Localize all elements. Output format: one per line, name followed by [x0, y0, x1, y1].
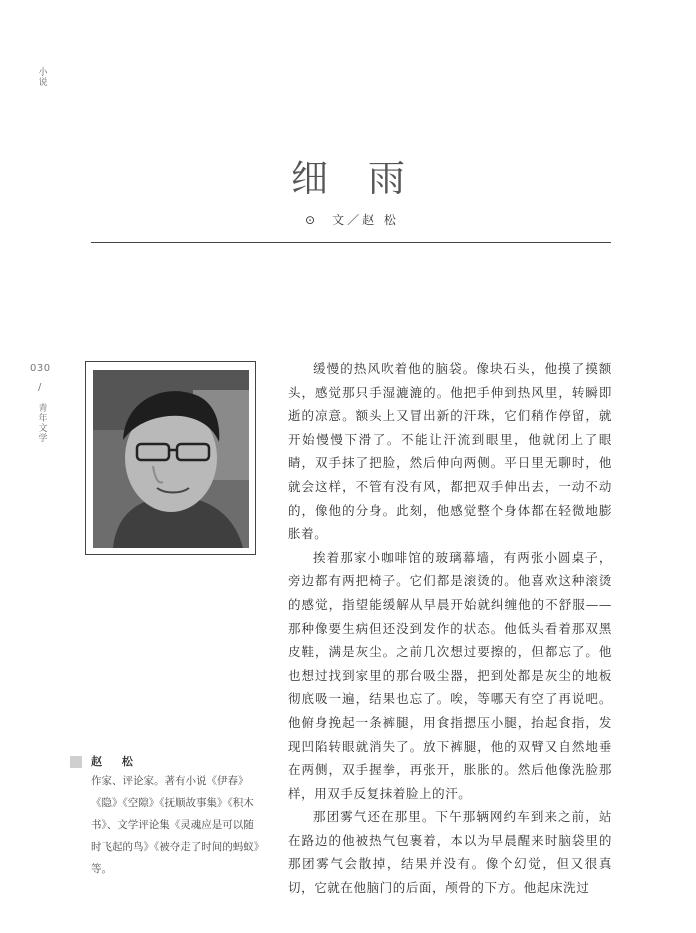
margin-separator: / — [38, 382, 42, 393]
article-title: 细雨 — [291, 157, 445, 200]
title-divider — [91, 242, 611, 243]
body-paragraph: 那团雾气还在那里。下午那辆网约车到来之前，站在路边的他被热气包裹着，本以为早晨醒来时脑袋里的那团雾气会散掉，结果并没有。像个幻觉，但又很真切，它就在他脑门的后面，颅骨的下方。他起床洗过 — [288, 809, 612, 896]
body-paragraph: 挨着那家小咖啡馆的玻璃幕墙，有两张小圆桌子，旁边都有两把椅子。它们都是滚烫的。他喜欢这种滚烫的感觉，指望能缓解从早晨开始就纠缠他的不舒服——那种像要生病但还没到发作的状态。他低头看着那双黑皮鞋，满是灰尘。之前几次想过要擦的，但都忘了。他也想过找到家里的那台吸尘器，把到处都是灰尘的地板彻底吸一遍，结果也忘了。唉，等哪天有空了再说吧。他俯身挽起一条裤腿，用食指摁压小腿，抬起食指，发现凹陷转眼就消失了。放下裤腿，他的双臂又自然地垂在两侧，双手握拳，再张开，胀胀的。然后他像洗脸那样，用双手反复抹着脸上的汗。 — [288, 549, 612, 801]
page-number: 030 — [30, 363, 51, 374]
author-bio: 作家、评论家。著有小说《伊春》《隐》《空隙》《抚顺故事集》《积木书》、文学评论集《灵魂应是可以随时飞起的鸟》《被夺走了时间的蚂蚁》等。 — [91, 775, 259, 875]
body-paragraph: 缓慢的热风吹着他的脑袋。像块石头，他摸了摸额头，感觉那只手湿漉漉的。他把手伸到热风里，转瞬即逝的凉意。额头上又冒出新的汗珠，它们稍作停留，就开始慢慢下滑了。不能让汗流到眼里，他就闭上了眼睛，双手抹了把脸，然后伸向两侧。平日里无聊时，他就会这样，不管有没有风，都把双手伸出去，一动不动的，像他的分身。此刻，他感觉整个身体都在轻微地膨胀着。 — [288, 361, 612, 542]
byline-mark-icon: ⊙ — [305, 213, 319, 227]
article-body — [288, 357, 612, 900]
section-label: 小说 — [38, 68, 48, 88]
author-photo-frame — [85, 361, 256, 555]
author-name: 赵 松 — [91, 755, 141, 768]
author-portrait-icon — [93, 370, 249, 548]
byline — [305, 211, 399, 228]
magazine-name: 青年文学 — [38, 404, 48, 444]
author-marker — [70, 756, 82, 768]
byline-text: 文／赵 松 — [332, 213, 399, 227]
author-photo — [93, 370, 249, 548]
